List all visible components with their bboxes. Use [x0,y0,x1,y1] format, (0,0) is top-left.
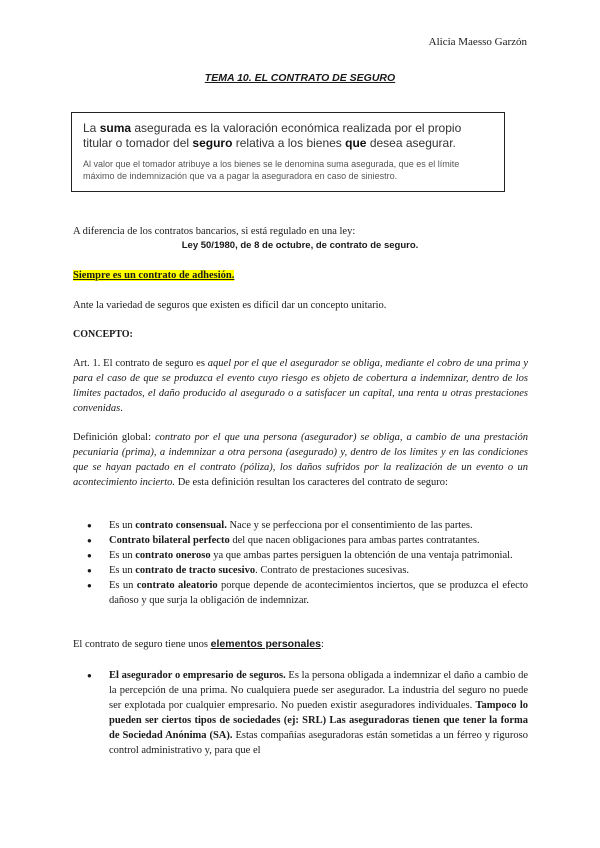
global-definition: contrato por el que una persona (asegurador) se obliga, a cambio de una prestación pecuniaria (prima), a indemnizar a otra persona (asegurado) y, dentro de los límites y en las condiciones que se hayan pactado en el contrato (póliza), los daños sufridos por la realización de un evento o un acontecimiento incierto. [73,432,528,488]
article-tail: . [120,403,123,414]
article-1-paragraph [73,356,528,416]
definition-text: La [83,121,100,135]
article-lead: Art. 1. El contrato de seguro es [73,358,208,369]
list-item: ● Es un contrato consensual. Nace y se perfecciona por el consentimiento de las partes. [73,518,528,533]
article-definition: aquel por el que el asegurador se obliga, mediante el cobro de una prima y para el caso de que se produzca el evento cuyo riesgo es objeto de cobertura a indemnizar, dentro de los límites pactados, el daño producido al asegurado o a satisfacer un capital, una renta u otras prestaciones convenidas [73,358,528,414]
global-definition-paragraph [73,430,528,490]
definition-text: desea asegurar. [366,136,456,150]
list-item: ● Es un contrato oneroso ya que ambas partes persiguen la obtención de una ventaja patrimonial. [73,548,528,563]
variety-paragraph: Ante la variedad de seguros que existen es difícil dar un concepto unitario. [73,300,387,311]
elements-list [73,668,528,758]
highlight-text: Siempre es un contrato de adhesión. [73,270,235,281]
list-item: ● Contrato bilateral perfecto del que nacen obligaciones para ambas partes contratantes. [73,533,528,548]
elements-intro: El contrato de seguro tiene unos elementos personales: [73,638,324,650]
intro-paragraph: A diferencia de los contratos bancarios, si está regulado en una ley: [73,226,356,237]
definition-note: Al valor que el tomador atribuye a los bienes se le denomina suma asegurada, que es el límite máximo de indemnización que va a pagar la aseguradora en caso de siniestro. [83,159,460,181]
list-item: ● Es un contrato de tracto sucesivo. Contrato de prestaciones sucesivas. [73,563,528,578]
characteristics-list [73,518,528,608]
definition-bold: seguro [192,136,233,150]
definition-text: asegurada es la valoración económica realizada por el propio titular o tomador del [83,121,462,150]
list-item: ● El asegurador o empresario de seguros. Es la persona obligada a indemnizar el daño a cambio de la percepción de una prima. No cualquiera puede ser asegurador. La industria del seguro no puede ser explotada por cualquier empresario. No pueden existir aseguradores individuales. Tampoco lo pueden ser ciertos tipos de sociedades (ej: SRL) Las aseguradoras tienen que tener la forma de Sociedad Anónima (SA). Estas compañías aseguradoras están sometidas a un férreo y riguroso control administrativo y, para que el [73,668,528,758]
definition-box [71,112,505,192]
author-name: Alicia Maesso Garzón [428,36,527,48]
global-tail: De esta definición resultan los caracteres del contrato de seguro: [175,477,448,488]
document-title: TEMA 10. EL CONTRATO DE SEGURO [204,72,396,84]
adhesion-note [73,268,528,283]
definition-bold: suma [99,121,132,135]
elements-emphasis: elementos personales [210,638,321,650]
law-reference: Ley 50/1980, de 8 de octubre, de contrato de seguro. [181,240,419,251]
list-item: ● Es un contrato aleatorio porque depende de acontecimientos inciertos, que se produzca el efecto dañoso y que surja la obligación de indemnizar. [73,578,528,608]
global-lead: Definición global: [73,432,155,443]
definition-text: relativa a los bienes [232,136,346,150]
definition-main [83,121,493,151]
definition-bold: que [345,136,367,150]
concept-heading: CONCEPTO: [73,329,133,340]
